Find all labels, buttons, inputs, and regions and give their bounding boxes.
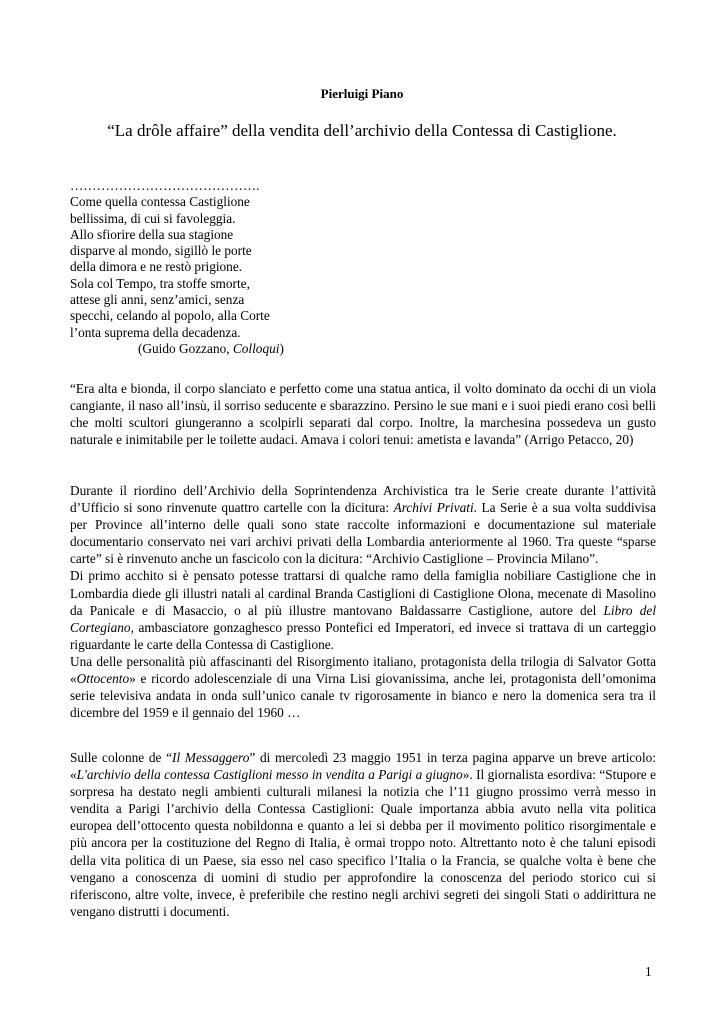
page-number: 1 [645, 964, 652, 979]
italic-run: Libro del Cortegiano [70, 602, 657, 635]
poem-line: ……………………………………. [70, 178, 260, 193]
italic-run: Il Messaggero [172, 750, 250, 765]
citation-author: (Guido Gozzano, [138, 340, 233, 356]
poem-line: attese gli anni, senz’amici, senza [70, 292, 245, 308]
text-run: » e ricordo adolescenziale di una Virna Lisi giovanissima, anche lei, protagonista dell’omonima serie televisiva andata in onda sull’unico canale tv rigorosamente in bianco e nero la domenica sera tra il dicembre del 1959 e il gennaio del 1960 … [70, 671, 656, 721]
poem-line: specchi, celando al popolo, alla Corte [70, 308, 270, 324]
poem-line: l’onta suprema della decadenza. [70, 324, 241, 340]
archive-paragraph-3 [70, 653, 656, 721]
poem-line: disparve al mondo, sigillò le porte [70, 243, 252, 259]
quote-paragraph [70, 380, 656, 448]
text-run: Di primo acchito si è pensato potesse trattarsi di qualche ramo della famiglia nobiliare Castiglione che in Lombardia diede gli illustri natali al cardinal Branda Castiglioni di Castiglione Olona, mecenate di Masolino da Panicale e di Masaccio, o al più illustre mantovano Baldassarre Castiglione, autore del [70, 568, 656, 618]
citation-work: Colloqui [232, 340, 280, 356]
citation-close: ) [279, 340, 284, 356]
text-run: , ambasciatore gonzaghesco presso Pontefici ed Imperatori, ed invece si trattava di un carteggio riguardante le carte della Contessa di Castiglione. [70, 619, 656, 652]
italic-run: L'archivio della contessa Castiglioni messo in vendita a Parigi a giugno [76, 767, 463, 783]
text-run: Sulle colonne de “ [70, 750, 173, 765]
italic-run: Archivi Privati [393, 500, 474, 516]
document-title: “La drôle affaire” della vendita dell’archivio della Contessa di Castiglione. [107, 121, 617, 140]
text-run: ». Il giornalista esordiva: “Stupore e sorpresa ha destato negli ambienti culturali milanesi la notizia che l’11 giugno prossimo verrà messo in vendita a Parigi l’archivio della Contessa Castiglioni: Quale importanza abbia avuto nella vita politica europea dell’ottocento questa nobildonna e quanto a lei si debba per il movimento politico risorgimentale e più ancora per la costituzione del Regno di Italia, è ormai troppo noto. Altrettanto noto è che taluni episodi della vita politica di un Paese, sia esso nel caso specifico l’Italia o la Francia, se qualche volta è bene che vengano a conoscenza di uomini di studio per approfondire la conoscenza del periodo storico cui si riferiscono, altre volte, invece, è preferibile che restino negli archivi segreti dei singoli Stati o addirittura ne vengano distrutti i documenti. [70, 767, 656, 919]
poem-line: Come quella contessa Castiglione [70, 194, 250, 210]
quote-text: “Era alta e bionda, il corpo slanciato e perfetto come una statua antica, il volto dominato da occhi di un viola cangiante, il naso all’insù, il sorriso seducente e sbarazzino. Persino le sue mani e i suoi piedi erano così belli che molti scultori giungeranno a scolpirli separati dal corpo. Inoltre, la marchesina possedeva un gusto naturale e inimitabile per le toilette audaci. Amava i colori tenui: ametista e lavanda” (Arrigo Petacco, 20) [70, 381, 656, 448]
messaggero-paragraph [70, 749, 656, 920]
messaggero-section [70, 749, 656, 920]
poem-line: bellissima, di cui si favoleggia. [70, 210, 236, 226]
poem-line: della dimora e ne restò prigione. [70, 259, 243, 275]
text-run: . La Serie è a sua volta suddivisa per Province all’interno delle quali sono state raccolte informazioni e documentazione sul materiale documentario conservato nei vari archivi privati della Lombardia anteriormente al 1960. Tra queste “sparse carte” si è rinvenuto anche un fascicolo con la dicitura: “Archivio Castiglione – Provincia Milano”. [70, 500, 656, 567]
text-run: Durante il riordino dell’Archivio della Soprintendenza Archivistica tra le Serie create durante l’attività d’Ufficio si sono rinvenute quattro cartelle con la dicitura: [70, 483, 656, 516]
text-run: Una delle personalità più affascinanti del Risorgimento italiano, protagonista della trilogia di Salvator Gotta « [70, 653, 656, 687]
poem-citation [70, 341, 284, 357]
text-run: ” di mercoledì 23 maggio 1951 in terza pagina apparve un breve articolo: « [70, 750, 656, 783]
poem-line: Sola col Tempo, tra stoffe smorte, [70, 275, 250, 291]
author-name: Pierluigi Piano [320, 86, 404, 101]
poem-line: Allo sfiorire della sua stagione [70, 226, 234, 242]
archive-paragraph-1 [70, 482, 656, 567]
epigraph-poem [70, 178, 284, 357]
archive-section [70, 482, 656, 721]
archive-paragraph-2 [70, 567, 656, 652]
italic-run: Ottocento [76, 671, 130, 687]
